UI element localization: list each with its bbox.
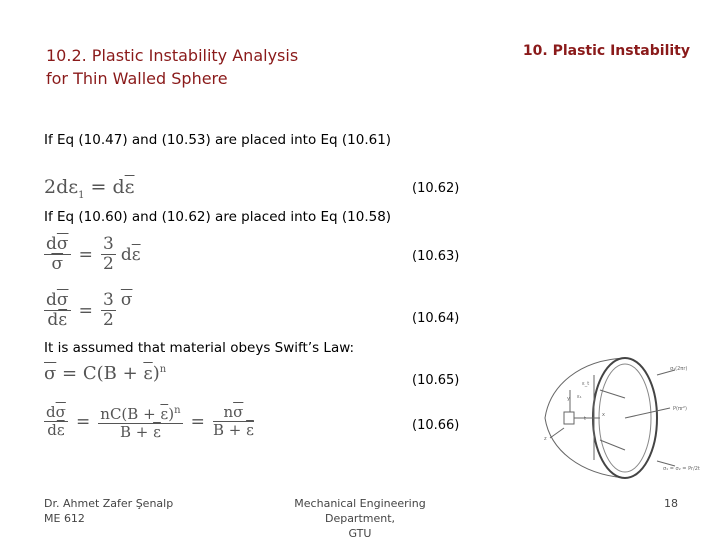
university-name: GTU	[348, 527, 372, 540]
slide-title	[46, 44, 298, 90]
label-z: z	[544, 436, 547, 442]
equation-number-66: (10.66)	[412, 418, 460, 433]
equation-number-64: (10.64)	[412, 311, 460, 326]
label-sigma-force: σ₁(2πr)	[670, 366, 688, 372]
author-name: Dr. Ahmet Zafer Şenalp	[44, 497, 174, 510]
course-code: ME 612	[44, 512, 85, 525]
equation-10-66: $\frac{d\overline{\sigma}}{d\overline{\varepsilon}}$ = $\frac{nC(B + \overline{\varepsilon})^n}{B + \overline{\varepsilon}}$ = $\frac{n\overline{\sigma}}{B + \overline{\varepsilon}}$	[46, 403, 254, 441]
label-stress-relation: σ₁ = σ₂ = Pr/2t	[663, 466, 700, 472]
intro-text-1: If Eq (10.47) and (10.53) are placed into Eq (10.61)	[44, 132, 392, 148]
title-line-1: 10.2. Plastic Instability Analysis	[46, 46, 299, 65]
title-line-2: for Thin Walled Sphere	[46, 69, 228, 88]
intro-text-3: It is assumed that material obeys Swift’s Law:	[44, 340, 355, 356]
label-pressure-force: P(πr²)	[673, 406, 687, 412]
label-x: x	[602, 412, 605, 418]
equation-number-63: (10.63)	[412, 249, 460, 264]
equation-10-65: $\overline{\sigma} = C(B + \overline{\varepsilon})^n$	[44, 363, 167, 384]
label-eps-t: ε_t	[582, 381, 590, 387]
label-t: t	[584, 416, 586, 422]
intro-text-2: If Eq (10.60) and (10.62) are placed into Eq (10.58)	[44, 209, 392, 225]
equation-number-62: (10.62)	[412, 181, 460, 196]
sphere-diagram	[530, 350, 705, 485]
equation-10-63: $\frac{d\overline{\sigma}}{\sigma}$ = $\frac{3}{2}$ $d\overline{\varepsilon}$	[46, 234, 141, 274]
footer-author	[44, 496, 173, 526]
equation-10-62: $2d\varepsilon_1 = d\overline{\varepsilon}$	[44, 176, 135, 201]
equation-10-64: $\frac{d\overline{\sigma}}{d\overline{\varepsilon}}$ = $\frac{3}{2}$ $\overline{\sigma}$	[46, 290, 133, 330]
department-name: Mechanical Engineering Department,	[294, 497, 426, 525]
chapter-label: 10. Plastic Instability	[522, 43, 690, 59]
page-number: 18	[664, 497, 678, 510]
label-eps-1: ε₁	[577, 394, 582, 400]
label-y: y	[567, 396, 570, 402]
element-box	[564, 412, 574, 424]
equation-number-65: (10.65)	[412, 373, 460, 388]
footer-department	[260, 496, 460, 541]
